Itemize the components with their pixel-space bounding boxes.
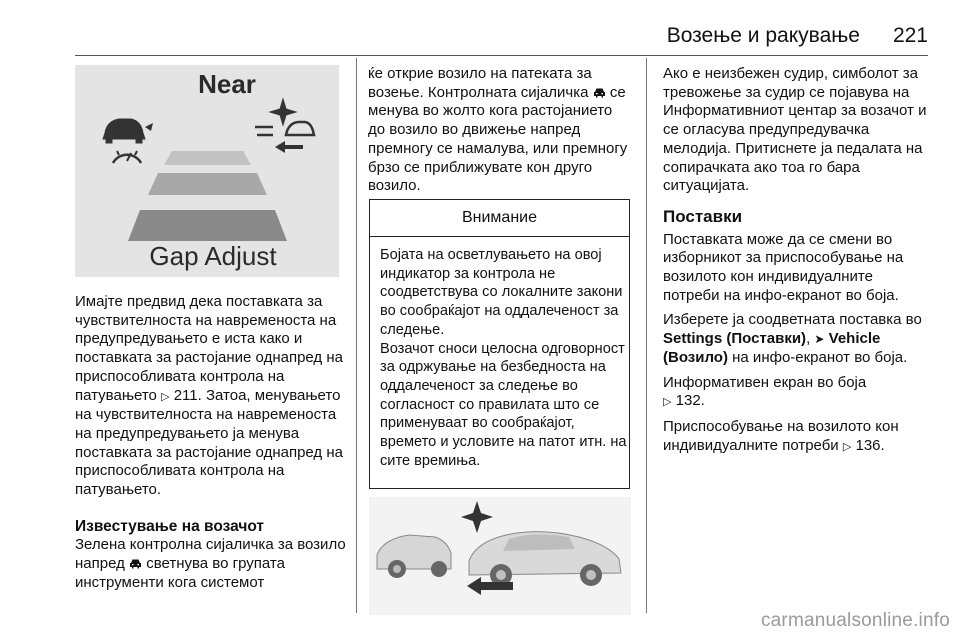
col3-paragraph-1: Ако е неизбежен судир, симболот за тревожење за судир се појавува на Информативниот центар за возачот и се огласува предупредувачка мелодија. Притиснете ја педалата на сопирачката ако тоа го бара ситуацијата. [663, 65, 927, 195]
figure-label-near: Near [198, 69, 256, 99]
driver-notification-heading: Известување на возачот [75, 517, 265, 535]
settings-menu-label: Settings (Поставки) [663, 330, 807, 348]
col2-para1-start: ќе открие возило на патеката за возење. Контролната сијаличка [368, 65, 592, 101]
col1-para1-page-ref[interactable]: 211 [173, 386, 198, 404]
col3-para5-text: Приспособување на возилото кон индивидуалните потреби [663, 417, 899, 454]
gap-bar-1 [164, 151, 251, 165]
col3-para5-page-ref[interactable]: 136 [855, 436, 881, 454]
gap-adjust-figure [75, 65, 339, 277]
car-front-icon [593, 87, 606, 98]
col1-paragraph-2 [75, 536, 347, 592]
col2-para1-end: се менува во жолто кога растојанието до возило во движење напред премногу се намалува, или премногу брзо се приближувате кон друго возило. [368, 83, 628, 195]
figure-label-gap-adjust: Gap Adjust [149, 241, 277, 271]
running-header-title: Возење и ракување [666, 24, 860, 47]
page-number: 221 [892, 24, 928, 47]
collision-alert-icon [255, 99, 314, 153]
collision-cars-graphic [369, 497, 631, 615]
triangle-right-icon: ▷ [663, 396, 672, 409]
col3-para3-end: на инфо-екранот во боја. [732, 348, 908, 366]
warning-paragraph-2: Возачот сноси целосна одговорност за одржување на безбедноста на оддалеченост за следење во согласност со правилата што се применуваат во сообраќајот, времето и условите на патот итн. на сите времиња. [380, 340, 627, 469]
col2-paragraph-1 [368, 65, 630, 196]
warning-title: Внимание [370, 200, 629, 237]
arrow-right-icon: ➤ [814, 332, 825, 347]
col1-para2-end: светнува во групата инструменти кога системот [75, 555, 285, 591]
warning-box [369, 199, 630, 489]
gap-bar-3 [128, 210, 287, 241]
col1-para1-text: Имајте предвид дека поставката за чувствителноста на навременоста на предупредувањето е иста како и поставката за растојание однапред на приспособливата контрола на патувањето [75, 293, 343, 404]
gap-bar-2 [148, 173, 267, 195]
column-divider-2 [646, 58, 647, 613]
col1-para1-end: . Затоа, менувањето на чувствителноста на навременоста на предупредувањето ја менува поставката за растојание однапред на приспособливата контрола на патувањето. [75, 386, 343, 499]
warning-paragraph-1: Бојата на осветлувањето на овој индикатор за контрола не соодветствува со локалните закони во сообраќајот на оддалеченост за следење. [380, 247, 623, 338]
col3-paragraph-3: Изберете ја соодветната поставка во Settings (Поставки), ➤ Vehicle (Возило) на инфо-екранот во боја. [663, 311, 922, 366]
column-divider-1 [356, 58, 357, 613]
col3-para4-text: Информативен екран во боја [663, 373, 867, 391]
col1-para2-start: Зелена контролна сијаличка за возило напред [75, 536, 346, 573]
col3-paragraph-4: Информативен екран во боја ▷ 132. [663, 374, 931, 412]
triangle-right-icon: ▷ [842, 440, 852, 453]
column-1 [75, 293, 347, 593]
watermark: carmanualsonline.info [760, 610, 950, 631]
triangle-right-icon: ▷ [161, 390, 170, 403]
col3-paragraph-5: Приспособување на возилото кон индивидуалните потреби ▷ 136. [663, 418, 931, 456]
col1-paragraph-1 [75, 293, 347, 500]
header-rule [75, 55, 928, 56]
vehicle-menu-label: Vehicle (Возило) [663, 330, 881, 366]
warning-body [380, 246, 630, 470]
col3-para4-page-ref[interactable]: 132 [675, 392, 701, 410]
column-2 [368, 65, 630, 196]
vehicle-ahead-icon [103, 119, 153, 163]
column-3 [663, 65, 931, 456]
car-front-icon [129, 558, 142, 569]
collision-cars-figure [369, 497, 631, 615]
col3-para3-start: Изберете ја соодветната поставка во [663, 311, 922, 329]
col3-paragraph-2: Поставката може да се смени во изборникот за приспособување на возилото кон индивидуалните потреби на инфо-екранот во боја. [663, 230, 904, 304]
settings-heading: Поставки [663, 206, 743, 226]
